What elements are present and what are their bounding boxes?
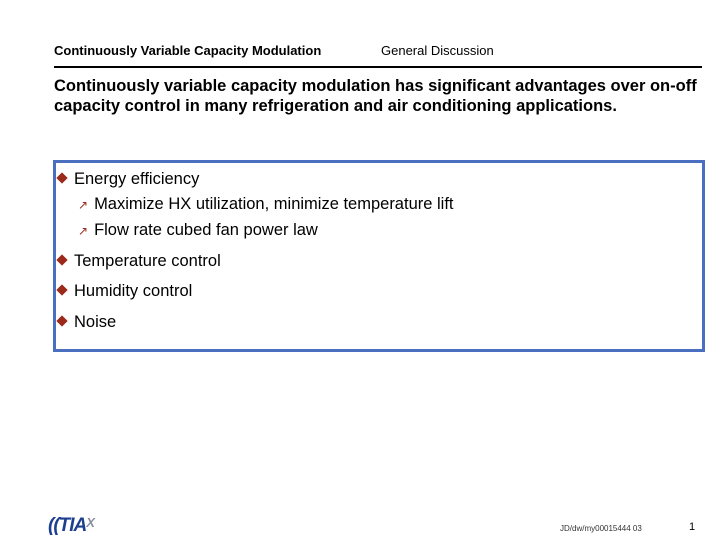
bullet-item — [54, 170, 199, 189]
arrow-bullet-icon: ↗ — [78, 224, 89, 238]
slide-header-section: General Discussion — [381, 43, 494, 58]
slide-header-title: Continuously Variable Capacity Modulation — [54, 43, 322, 58]
page-number: 1 — [689, 521, 696, 533]
bullet-item — [54, 252, 221, 271]
diamond-bullet-icon — [56, 254, 67, 265]
sub-bullet-label: Flow rate cubed fan power law — [94, 221, 318, 239]
sub-bullet-label: Maximize HX utilization, minimize temperature lift — [94, 195, 454, 213]
bullet-label: Temperature control — [74, 252, 221, 270]
tiax-logo: (($TIA^X$ — [48, 515, 94, 536]
bullet-item — [54, 313, 116, 332]
bullet-label: Energy efficiency — [74, 170, 200, 188]
header-divider — [54, 66, 702, 68]
bullet-label: Noise — [74, 313, 117, 331]
arrow-bullet-icon: ↗ — [78, 198, 89, 212]
diamond-bullet-icon — [56, 315, 67, 326]
diamond-bullet-icon — [56, 172, 67, 183]
document-id: JD/dw/my00015444 03 — [560, 524, 642, 533]
sub-bullet-item — [78, 221, 318, 240]
diamond-bullet-icon — [56, 284, 67, 295]
bullet-label: Humidity control — [74, 282, 193, 300]
bullet-item — [54, 282, 192, 301]
lead-statement: Continuously variable capacity modulation has significant advantages over on-off capacity control in many refrigeration and air conditioning applications. — [54, 77, 697, 115]
sub-bullet-item — [78, 195, 454, 214]
